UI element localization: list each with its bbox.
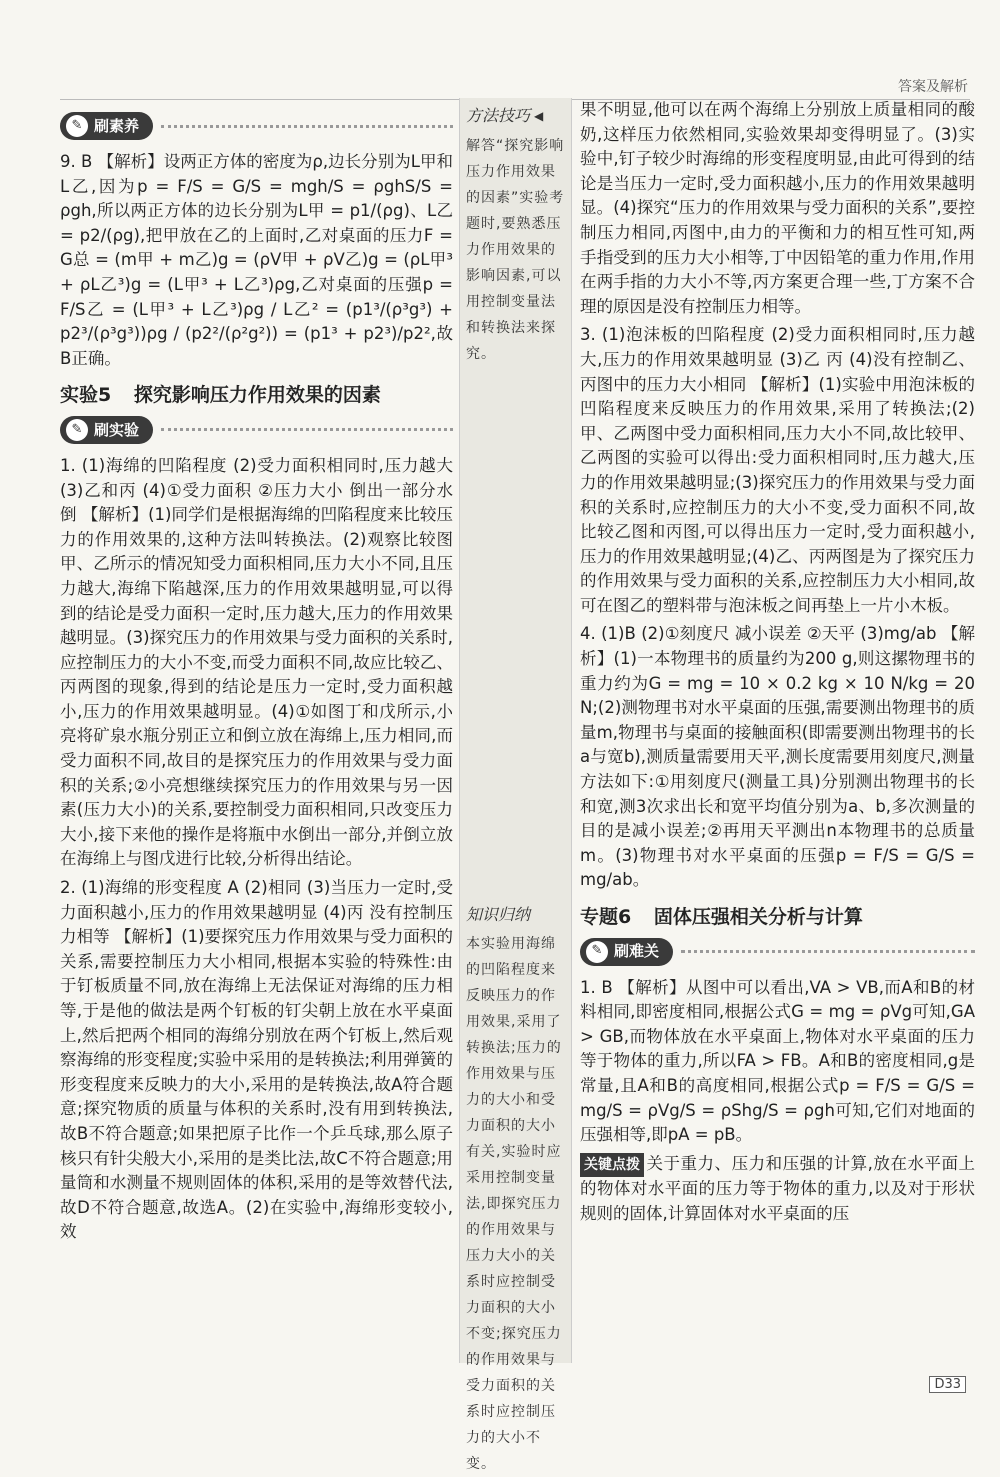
arrow-left-icon: ◀ (534, 109, 544, 123)
answer-q2-continued: 果不明显,他可以在两个海绵上分别放上质量相同的酸奶,这样压力依然相同,实验效果却变得明显了。(3)实验中,钉子较少时海绵的形变程度明显,由此可得到的结论是当压力一定时,受力面积越小,压力的作用效果越明显。(4)探究“压力的作用效果与受力面积的关系”,要控制压力相同,丙图中,由力的平衡和力的相互性可知,两手指受到的压力大小相等,丁中因铅笔的重力作用,作用在两手指的力大小不等,丙方案更合理一些,丁方案不合理的原因是没有控制压力相等。 (580, 100, 975, 316)
pen-icon: ✎ (66, 115, 88, 137)
tip-text: 本实验用海绵的凹陷程度来反映压力的作用效果,采用了转换法;压力的作用效果与压力的大小和受力面积的大小有关,实验时应采用控制变量法,即探究压力的作用效果与压力大小的关系时应控制受力面积的大小不变;探究压力的作用效果与受力面积的关系时应控制压力的大小不变。 (466, 936, 562, 1473)
key-point-text: 关于重力、压力和压强的计算,放在水平面上的物体对水平面的压力等于物体的重力,以及对于形状规则的固体,计算固体对水平桌面的压 (580, 1153, 975, 1223)
section-badge-row (60, 416, 453, 444)
dotted-divider (161, 428, 453, 431)
tips-box (459, 98, 572, 1473)
section-badge-row (580, 938, 975, 966)
dotted-divider (681, 950, 975, 953)
section-badge (60, 416, 153, 444)
answer-q1: 1. (1)海绵的凹陷程度 (2)受力面积相同时,压力越大 (3)乙和丙 (4)①受力面积 ②压力大小 倒出一部分水 倒 【解析】(1)同学们是根据海绵的凹陷程度来比较压力的作用效果的,这种方法叫转换法。(2)观察比较图甲、乙所示的情况知受力面积相同,压力大小不同,且压力越大,海绵下陷越深,压力的作用效果越明显,可以得到的结论是受力面积一定时,压力越大,压力的作用效果越明显。(3)探究压力的作用效果与受力面积的关系时,应控制压力的大小不变,而受力面积不同,故应比较乙、丙两图的现象,得到的结论是压力一定时,受力面积越小,压力的作用效果越明显。(4)①如图丁和戊所示,小亮将矿泉水瓶分别正立和倒立放在海绵上,压力相同,而受力面积不同,故目的是探究压力的作用效果与受力面积的关系;②小亮想继续探究压力的作用效果与另一因素(压力大小)的关系,要控制受力面积相同,只改变压力大小,接下来他的操作是将瓶中水倒出一部分,并倒立放在海绵上与图戊进行比较,分析得出结论。 (60, 455, 453, 869)
section-title: 固体压强相关分析与计算 (653, 906, 863, 928)
tip-text: 解答“探究影响压力作用效果的因素”实验考题时,要熟悉压力作用效果的影响因素,可以用控制变量法和转换法来探究。 (466, 137, 565, 362)
tip-heading-label: 方法技巧 (466, 106, 531, 125)
right-column (580, 98, 975, 1231)
section-badge (580, 938, 673, 966)
badge-label: 刷难关 (614, 942, 660, 961)
section-title: 探究影响压力作用效果的因素 (133, 384, 381, 407)
section-number: 实验5 (60, 384, 112, 407)
dotted-divider (161, 125, 453, 128)
answer-q1-b: 1. B 【解析】从图中可以看出,VA > VB,而A和B的材料相同,即密度相同,根据公式G = mg = ρVg可知,GA > GB,而物体放在水平桌面上,物体对水平桌面的压力等于物体的重力,所以FA > FB。A和B的密度相同,g是常量,且A和B的高度相同,根据公式p = F/S = G/S = mg/S = ρVg/S = ρShg/S = ρgh可知,它们对地面的压强相等,即pA = pB。 (580, 977, 975, 1145)
pen-icon: ✎ (586, 941, 608, 963)
pen-icon: ✎ (66, 419, 88, 441)
tips-sidebar (459, 98, 572, 1473)
section-badge (60, 112, 153, 140)
section-number: 专题6 (580, 906, 632, 928)
tip-heading-label: 知识归纳 (466, 904, 531, 924)
badge-label: 刷素养 (94, 116, 140, 135)
left-column (60, 106, 453, 1249)
answer-q9: 9. B 【解析】设两正方体的密度为ρ,边长分别为L甲和L乙,因为p = F/S = G/S = mgh/S = ρghS/S = ρgh,所以两正方体的边长分别为L甲 = p1/(ρg)、L乙 = p2/(ρg),把甲放在乙的上面时,乙对桌面的压力F = G总 = (m甲 + m乙)g = (ρV甲 + ρV乙)g = (ρL甲³ + ρL乙³)g = (L甲³ + L乙³)ρg,乙对桌面的压强p = F/S乙 = (L甲³ + L乙³)ρg / L乙² = (p1³/(ρ³g³) + p2³/(ρ³g³))ρg / (p2²/(ρ²g²)) = (p1³ + p2³)/p2²,故B正确。 (60, 152, 453, 368)
badge-label: 刷实验 (94, 420, 140, 439)
section-heading (60, 383, 453, 408)
key-point-badge: 关键点拨 (580, 1153, 644, 1178)
answer-q2: 2. (1)海绵的形变程度 A (2)相同 (3)当压力一定时,受力面积越小,压力的作用效果越明显 (4)丙 没有控制压力相等 【解析】(1)要探究压力作用效果与受力面积的关系,需要控制压力大小相同,根据本实验的特殊性:由于钉板质量不同,放在海绵上无法保证对海绵的压力相等,于是他的做法是两个钉板的钉尖朝上放在水平桌面上,然后把两个相同的海绵分别放在两个钉板上,然后观察海绵的形变程度;实验中采用的是转换法;利用弹簧的形变程度来反映力的大小,采用的是转换法,故A符合题意;探究物质的质量与体积的关系时,没有用到转换法,故B不符合题意;如果把原子比作一个乒乓球,那么原子核只有针尖般大小,采用的是类比法,故C不符合题意;用量筒和水测量不规则固体的体积,采用的是等效替代法,故D不符合题意,故选A。(2)在实验中,海绵形变较小,效 (60, 878, 453, 1242)
spacer (466, 367, 565, 903)
page-number: D33 (929, 1376, 966, 1393)
tip-heading (466, 104, 565, 129)
section-badge-row (60, 112, 453, 140)
key-point (580, 1152, 975, 1227)
answer-q4: 4. (1)B (2)①刻度尺 减小误差 ②天平 (3)mg/ab 【解析】(1)一本物理书的质量约为200 g,则这摞物理书的重力约为G = mg = 10 × 0.2 kg × 10 N/kg = 20 N;(2)测物理书对水平桌面的压强,需要测出物理书的质量m,物理书与桌面的接触面积(即需要测出物理书的长a与宽b),测质量需要用天平,测长度需要用刻度尺,测量方法如下:①用刻度尺(测量工具)分别测出物理书的长和宽,测3次求出长和宽平均值分别为a、b,多次测量的目的是减小误差;②再用天平测出n本物理书的总质量m。(3)物理书对水平桌面的压强p = F/S = G/S = mg/ab。 (580, 624, 975, 890)
tip-heading (466, 903, 565, 928)
section-heading (580, 905, 975, 930)
header-title: 答案及解析 (898, 79, 968, 95)
answer-q3: 3. (1)泡沫板的凹陷程度 (2)受力面积相同时,压力越大,压力的作用效果越明显 (3)乙 丙 (4)没有控制乙、丙图中的压力大小相同 【解析】(1)实验中用泡沫板的凹陷程度来反映压力的作用效果,采用了转换法;(2)甲、乙两图中受力面积相同,压力大小不同,故比较甲、乙两图的实验可以得出:受力面积相同时,压力越大,压力的作用效果越明显;(3)探究压力的作用效果与受力面积的关系时,应控制压力的大小不变,受力面积不同,故比较乙图和丙图,可以得出压力一定时,受力面积越小,压力的作用效果越明显;(4)乙、丙两图是为了探究压力的作用效果与受力面积的关系,应控制压力大小相同,故可在图乙的塑料带与泡沫板之间再垫上一片小木板。 (580, 325, 975, 615)
